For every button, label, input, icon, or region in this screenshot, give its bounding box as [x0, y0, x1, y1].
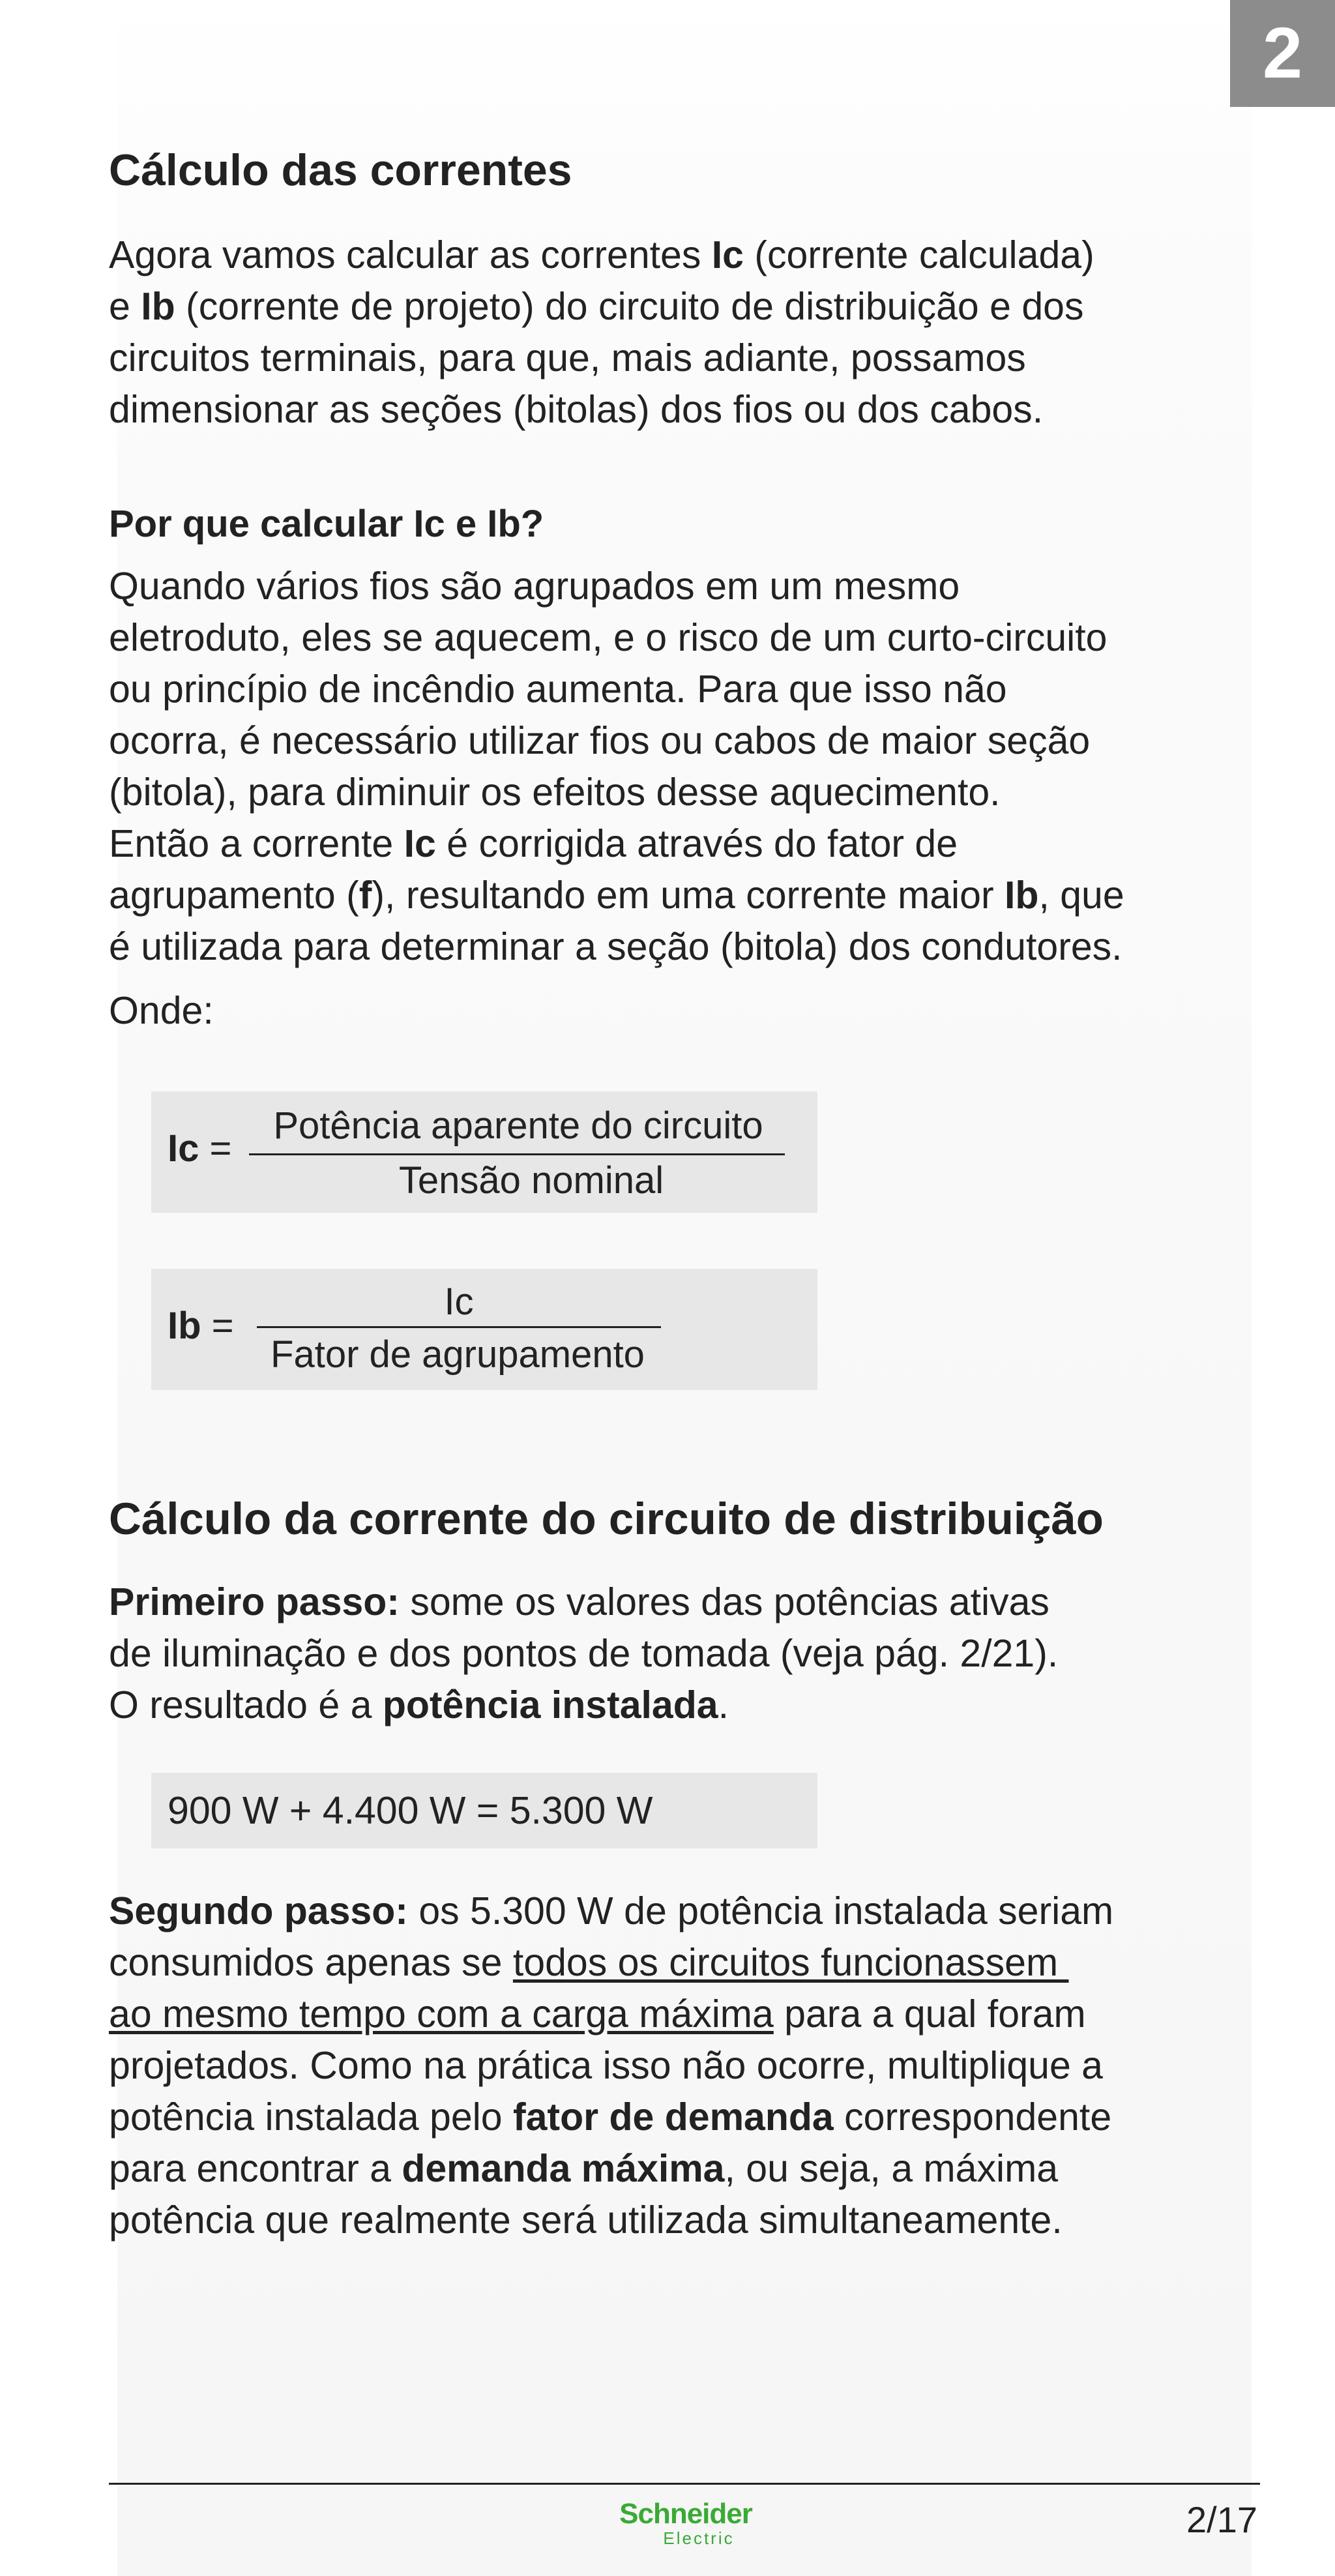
- text-line: [109, 1886, 1113, 1937]
- text-run: some os valores das potências ativas: [399, 1580, 1049, 1623]
- text-run: Primeiro passo:: [109, 1580, 400, 1623]
- logo-subtext: Electric: [663, 2528, 735, 2548]
- text-run: os 5.300 W de potência instalada seriam: [407, 1889, 1114, 1932]
- text-run: agrupamento (: [109, 874, 359, 917]
- formula-ib-box: [151, 1269, 817, 1390]
- text-run: Agora vamos calcular as correntes: [109, 233, 712, 276]
- step2-paragraph: [109, 1886, 1113, 2246]
- text-run: Ib: [1005, 874, 1039, 917]
- text-line: [109, 870, 1124, 921]
- text-line: [109, 561, 1124, 612]
- text-run: Ib: [141, 285, 175, 328]
- text-run: para a qual foram: [773, 1992, 1086, 2036]
- formula-ic-box: [151, 1091, 817, 1213]
- text-run: (bitola), para diminuir os efeitos desse aquecimento.: [109, 771, 1001, 814]
- text-run: Segundo passo:: [109, 1889, 408, 1932]
- text-line: [109, 1680, 1058, 1731]
- formula-ib-numerator: Ic: [444, 1281, 474, 1323]
- why-paragraph: [109, 561, 1124, 973]
- formula-ib-fraction-bar: [257, 1326, 661, 1328]
- text-run: f: [359, 874, 372, 917]
- text-run: eletroduto, eles se aquecem, e o risco de um curto-circuito: [109, 616, 1108, 659]
- text-run: Quando vários fios são agrupados em um mesmo: [109, 565, 960, 608]
- text-line: [109, 333, 1094, 384]
- formula-ic-numerator: Potência aparente do circuito: [273, 1104, 763, 1147]
- text-line: [109, 1937, 1113, 1989]
- text-run: é utilizada para determinar a seção (bitola) dos condutores.: [109, 925, 1122, 968]
- installed-power-calc-box: [151, 1773, 817, 1848]
- formula-ic-denominator: Tensão nominal: [398, 1159, 664, 1202]
- section-title-calculo-correntes: Cálculo das correntes: [109, 145, 572, 195]
- text-run: ao mesmo tempo com a carga máxima: [109, 1992, 774, 2036]
- text-line: [109, 384, 1094, 436]
- step1-paragraph: [109, 1577, 1058, 1731]
- page-number: 2/17: [1186, 2499, 1257, 2540]
- text-line: [109, 229, 1094, 281]
- text-run: ou princípio de incêndio aumenta. Para que isso não: [109, 668, 1007, 711]
- text-line: [109, 664, 1124, 715]
- text-run: e: [109, 285, 141, 328]
- installed-power-calc: 900 W + 4.400 W = 5.300 W: [168, 1789, 653, 1832]
- text-run: dimensionar as seções (bitolas) dos fios ou dos cabos.: [109, 388, 1044, 431]
- text-line: [109, 2040, 1113, 2092]
- text-run: para encontrar a: [109, 2147, 402, 2190]
- text-run: demanda máxima: [402, 2147, 725, 2190]
- text-line: [109, 1989, 1113, 2040]
- text-run: Então a corrente: [109, 822, 404, 865]
- text-line: [109, 2143, 1113, 2195]
- text-run: fator de demanda: [512, 2095, 834, 2139]
- text-run: ), resultando em uma corrente maior: [372, 874, 1005, 917]
- text-run: projetados. Como na prática isso não ocorre, multiplique a: [109, 2044, 1103, 2087]
- text-run: de iluminação e dos pontos de tomada (veja pág. 2/21).: [109, 1632, 1059, 1675]
- schneider-electric-logo: [608, 2499, 764, 2551]
- text-run: Ic: [711, 233, 744, 276]
- text-line: [109, 818, 1124, 870]
- subsection-title-por-que: Por que calcular Ic e Ib?: [109, 503, 544, 545]
- text-line: [109, 2092, 1113, 2143]
- text-run: O resultado é a: [109, 1683, 383, 1726]
- text-run: é corrigida através do fator de: [435, 822, 958, 865]
- text-line: [109, 1628, 1058, 1680]
- text-run: todos os circuitos funcionassem: [512, 1941, 1069, 1984]
- text-run: correspondente: [833, 2095, 1112, 2139]
- text-line: [109, 612, 1124, 664]
- chapter-tab: 2: [1230, 0, 1335, 107]
- formula-ic-lhs: Ic =: [168, 1127, 232, 1170]
- text-run: potência que realmente será utilizada simultaneamente.: [109, 2198, 1063, 2242]
- logo-wordmark: Schneider: [619, 2498, 752, 2530]
- text-run: consumidos apenas se: [109, 1941, 513, 1984]
- text-run: Ic: [403, 822, 436, 865]
- text-line: [109, 2195, 1113, 2246]
- text-run: potência instalada pelo: [109, 2095, 513, 2139]
- formula-ib-lhs: Ib =: [168, 1305, 234, 1347]
- text-line: [109, 921, 1124, 973]
- text-run: (corrente calculada): [743, 233, 1094, 276]
- formula-ic-fraction-bar: [249, 1153, 785, 1155]
- footer-divider: [109, 2483, 1260, 2485]
- formula-ib-denominator: Fator de agrupamento: [271, 1333, 645, 1376]
- text-run: ocorra, é necessário utilizar fios ou cabos de maior seção: [109, 719, 1091, 762]
- text-run: , que: [1038, 874, 1124, 917]
- section-title-corrente-distribuicao: Cálculo da corrente do circuito de distribuição: [109, 1494, 1104, 1544]
- text-run: circuitos terminais, para que, mais adiante, possamos: [109, 336, 1026, 379]
- text-run: , ou seja, a máxima: [724, 2147, 1059, 2190]
- text-line: [109, 715, 1124, 767]
- text-run: .: [718, 1683, 729, 1726]
- text-line: [109, 1577, 1058, 1628]
- text-run: potência instalada: [382, 1683, 718, 1726]
- text-run: (corrente de projeto) do circuito de distribuição e dos: [175, 285, 1084, 328]
- text-line: [109, 281, 1094, 333]
- text-line: [109, 767, 1124, 818]
- onde-label: Onde:: [109, 989, 214, 1032]
- intro-paragraph: [109, 229, 1094, 436]
